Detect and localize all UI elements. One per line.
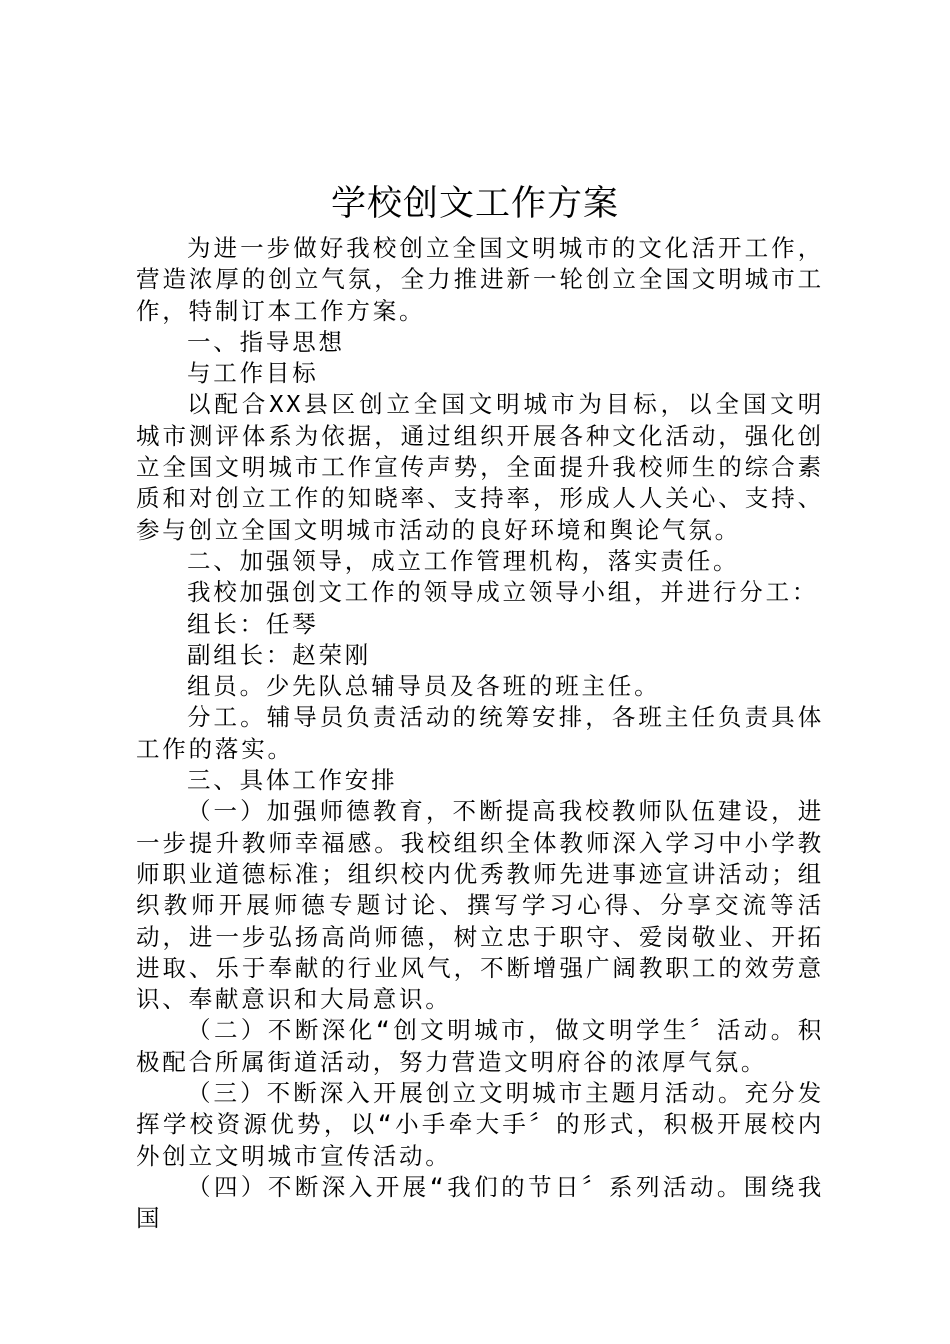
section-heading-work-goal: 与工作目标 — [187, 359, 319, 388]
paragraph-item-1: （一）加强师德教育，不断提高我校教师队伍建设，进一步提升教师幸福感。我校组织全体教师深入学习中小学教师职业道德标准；组织校内优秀教师先进事迹宣讲活动；组织教师开展师德专题讨论、撰写学习心得、分享交流等活动，进一步弘扬高尚师德，树立忠于职守、爱岗敬业、开拓进取、乐于奉献的行业风气，不断增强广阔教职工的效劳意识、奉献意识和大局意识。 — [136, 797, 824, 1014]
paragraph-leadership-group: 我校加强创文工作的领导成立领导小组，并进行分工： — [187, 578, 819, 607]
section-heading-arrangements: 三、具体工作安排 — [187, 766, 398, 795]
paragraph-item-4: （四）不断深入开展“我们的节日〞系列活动。围绕我国 — [136, 1172, 824, 1233]
section-heading-guiding-thought: 一、指导思想 — [187, 327, 345, 356]
paragraph-item-2: （二）不断深化“创文明城市，做文明学生〞活动。积极配合所属街道活动，努力营造文明府谷的浓厚气氛。 — [136, 1016, 824, 1076]
paragraph-goal: 以配合XX县区创立全国文明城市为目标，以全国文明城市测评体系为依据，通过组织开展各种文化活动，强化创立全国文明城市工作宣传声势，全面提升我校师生的综合素质和对创立工作的知晓率、支持率，形成人人关心、支持、参与创立全国文明城市活动的良好环境和舆论气氛。 — [136, 390, 824, 544]
paragraph-deputy-leader: 副组长：赵荣刚 — [187, 640, 372, 669]
paragraph-group-leader: 组长：任琴 — [187, 609, 319, 638]
paragraph-division-of-work: 分工。辅导员负责活动的统筹安排，各班主任负责具体工作的落实。 — [136, 703, 824, 763]
section-heading-leadership: 二、加强领导，成立工作管理机构，落实责任。 — [187, 546, 740, 575]
document-body — [136, 233, 824, 1235]
document-title: 学校创文工作方案 — [330, 184, 619, 224]
paragraph-members: 组员。少先队总辅导员及各班的班主任。 — [187, 672, 661, 701]
paragraph-intro: 为进一步做好我校创立全国文明城市的文化活开工作，营造浓厚的创立气氛，全力推进新一轮创立全国文明城市工作，特制订本工作方案。 — [136, 234, 824, 325]
paragraph-item-3: （三）不断深入开展创立文明城市主题月活动。充分发挥学校资源优势，以“小手牵大手〞的形式，积极开展校内外创立文明城市宣传活动。 — [136, 1079, 824, 1170]
